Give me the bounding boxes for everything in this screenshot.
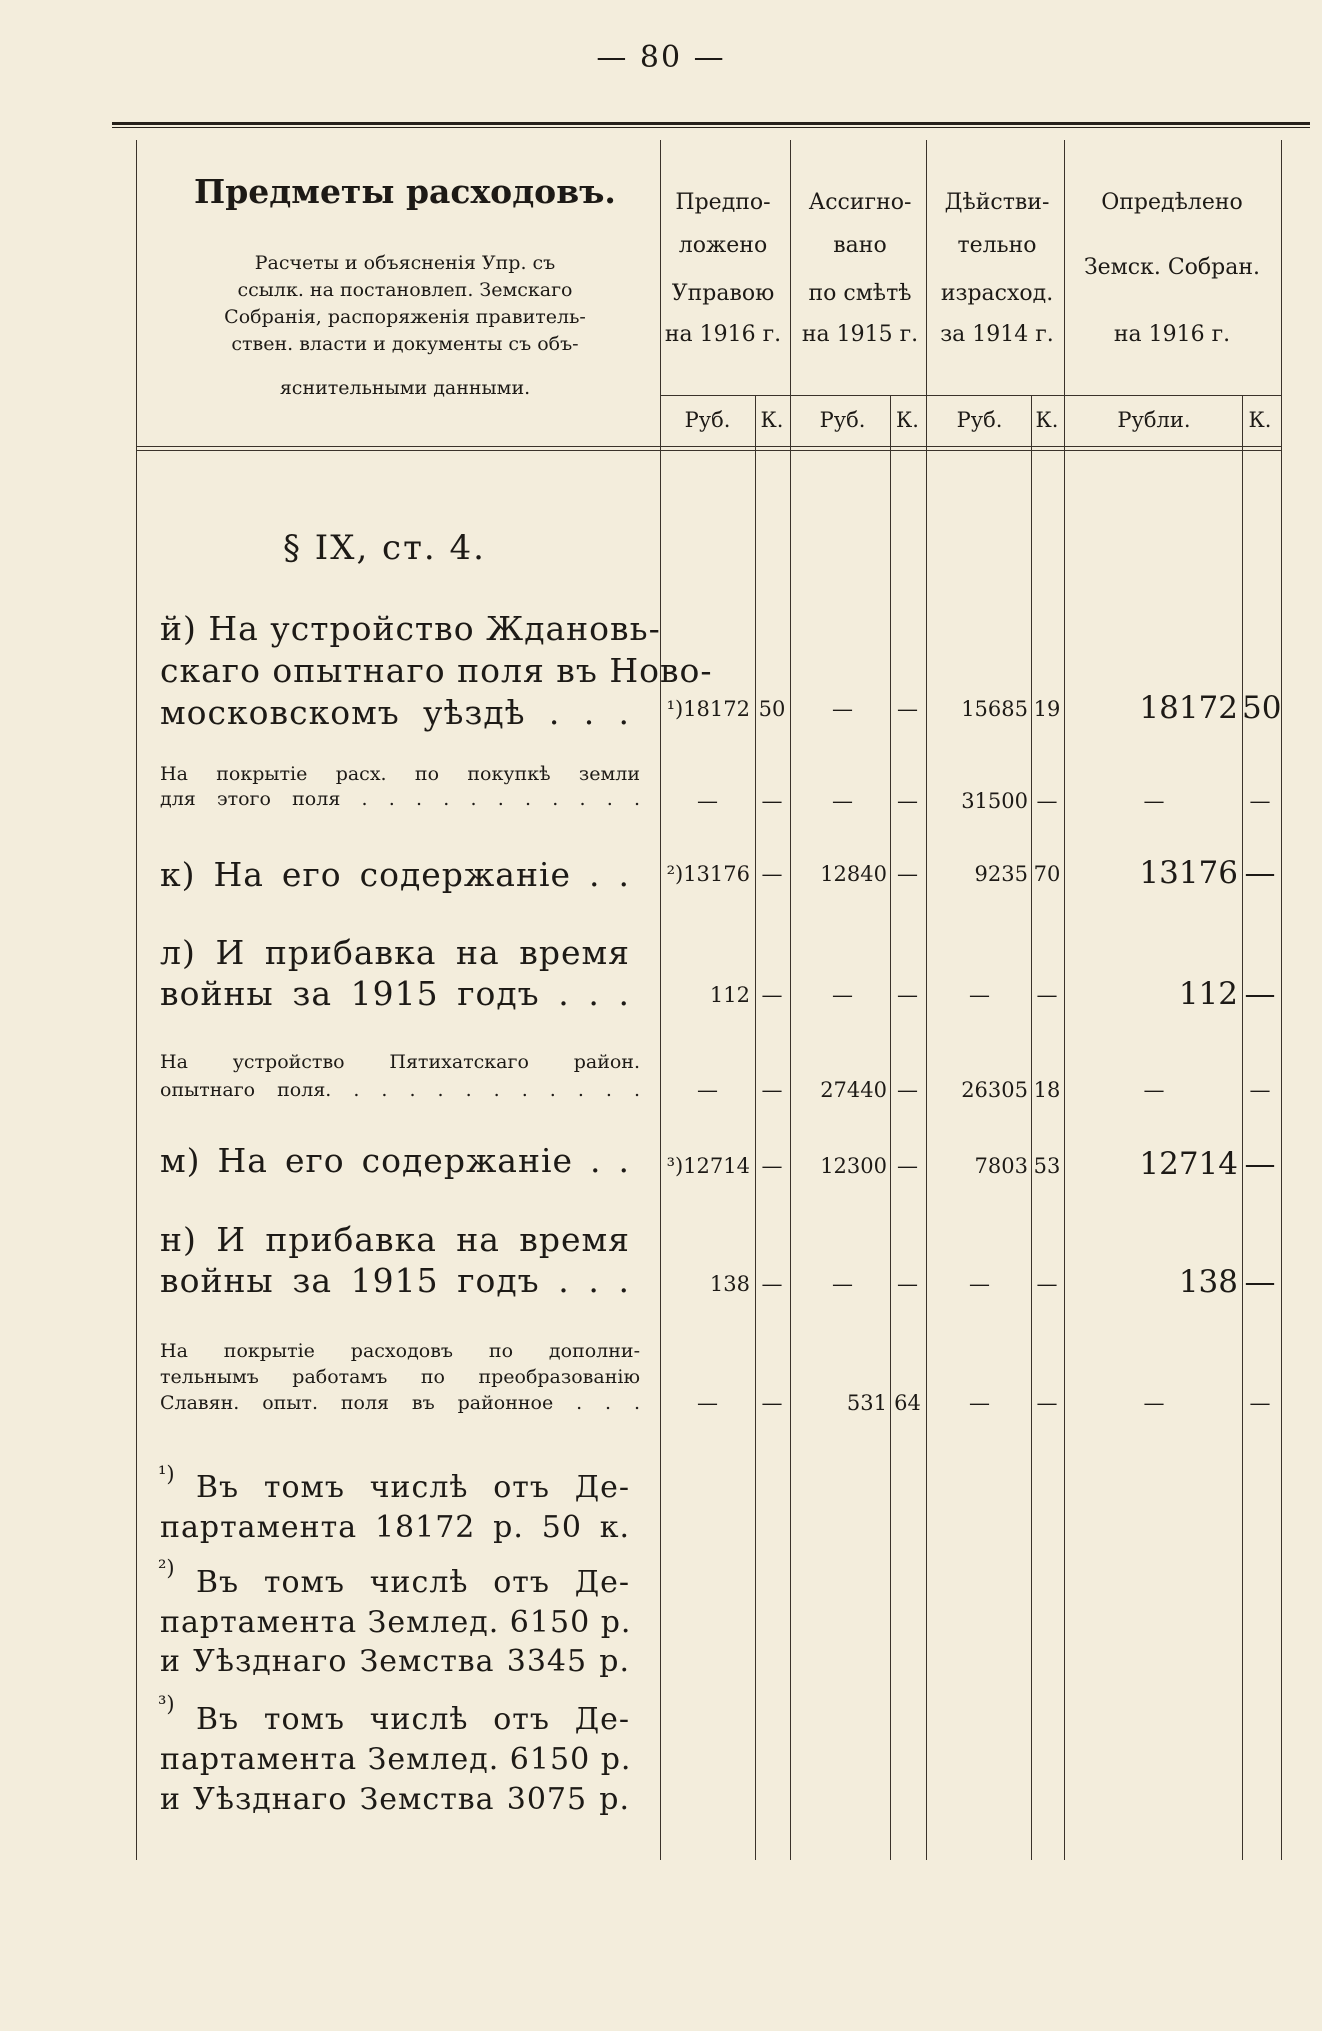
table-vline-6 (926, 140, 927, 1860)
cell-r8-proposed-rub: — (697, 1391, 718, 1415)
row-7-desc-1: н) И прибавка на время (160, 1220, 630, 1259)
row-2-desc-1: На покрытіе расх. по покупкѣ земли (160, 763, 640, 785)
cell-r8-actual-kop: — (1036, 1391, 1058, 1415)
col-determined-h3: на 1916 г. (1113, 322, 1231, 347)
cell-r8-assigned-kop: 64 (894, 1391, 921, 1415)
cell-r7-determined-rub: 138 (1178, 1264, 1238, 1300)
cell-r4-determined-rub: 112 (1178, 976, 1238, 1012)
cell-r1-actual-rub: 15685 (961, 697, 1028, 721)
row-5-desc-2: опытнаго поля. . . . . . . . . . . . (160, 1079, 640, 1101)
cell-r5-actual-rub: 26305 (961, 1078, 1028, 1102)
cell-r4-actual-rub: — (969, 983, 990, 1007)
header-title: Предметы расходовъ. (194, 172, 616, 211)
cell-r1-proposed-rub: ¹)18172 (666, 697, 750, 721)
table-vline-9 (1242, 395, 1243, 1860)
unit-kop-2: К. (896, 408, 919, 432)
footnote-1-line-1: Въ томъ числѣ отъ Де- (196, 1470, 630, 1505)
cell-r7-determined-kop: — (1244, 1264, 1276, 1300)
cell-r1-determined-kop: 50 (1242, 690, 1282, 726)
row-3-desc-1: к) На его содержаніе . . (160, 855, 630, 894)
cell-r8-assigned-rub: 531 (846, 1391, 887, 1415)
cell-r6-actual-rub: 7803 (974, 1154, 1028, 1178)
cell-r8-proposed-kop: — (761, 1391, 783, 1415)
table-hline-2 (136, 446, 1281, 447)
cell-r4-proposed-kop: — (761, 983, 783, 1007)
cell-r1-assigned-kop: — (897, 697, 918, 721)
cell-r4-actual-kop: — (1036, 983, 1058, 1007)
col-proposed-h1: Предпо- (675, 190, 771, 215)
cell-r7-proposed-kop: — (761, 1272, 783, 1296)
header-subtitle-3: Собранія, распоряженія правитель- (224, 306, 586, 328)
footnote-1-line-2: партамента 18172 р. 50 к. (160, 1510, 630, 1545)
cell-r5-determined-kop: — (1249, 1078, 1271, 1102)
footnote-2-line-1: Въ томъ числѣ отъ Де- (196, 1565, 630, 1600)
row-4-desc-2: войны за 1915 годъ . . . (160, 974, 630, 1013)
cell-r5-proposed-rub: — (697, 1078, 718, 1102)
cell-r3-determined-rub: 13176 (1139, 855, 1238, 891)
cell-r6-assigned-kop: — (897, 1154, 918, 1178)
cell-r2-proposed-rub: — (697, 789, 718, 813)
cell-r5-proposed-kop: — (761, 1078, 783, 1102)
cell-r3-determined-kop: — (1244, 855, 1276, 891)
col-actual-h2: тельно (957, 233, 1037, 258)
col-proposed-h3: Управою (671, 281, 775, 306)
footnote-3-line-1: Въ томъ числѣ отъ Де- (196, 1702, 630, 1737)
cell-r3-proposed-rub: ²)13176 (666, 862, 750, 886)
row-1-desc-2: скаго опытнаго поля въ Ново- (160, 651, 713, 690)
cell-r3-assigned-kop: — (897, 862, 918, 886)
unit-kop-1: К. (760, 408, 784, 432)
table-vline-7 (1031, 395, 1032, 1860)
cell-r4-assigned-kop: — (897, 983, 918, 1007)
row-8-desc-2: тельнымъ работамъ по преобразованію (160, 1366, 640, 1388)
col-proposed-h2: ложено (678, 233, 768, 258)
cell-r6-proposed-rub: ³)12714 (666, 1154, 750, 1178)
col-actual-h3: израсход. (940, 281, 1054, 306)
table-vline-4 (790, 140, 791, 1860)
cell-r8-determined-rub: — (1143, 1391, 1165, 1415)
unit-kop-3: К. (1035, 408, 1059, 432)
row-8-desc-1: На покрытіе расходовъ по дополни- (160, 1340, 640, 1362)
page-number: — 80 — (596, 40, 726, 75)
cell-r5-assigned-rub: 27440 (820, 1078, 887, 1102)
cell-r2-assigned-rub: — (832, 789, 853, 813)
col-proposed-h4: на 1916 г. (664, 322, 782, 347)
cell-r1-actual-kop: 19 (1033, 697, 1061, 721)
footnote-1-mark: ¹) (158, 1462, 175, 1486)
cell-r5-determined-rub: — (1143, 1078, 1165, 1102)
cell-r7-assigned-kop: — (897, 1272, 918, 1296)
cell-r6-determined-rub: 12714 (1139, 1146, 1238, 1182)
table-vline-8 (1064, 140, 1065, 1860)
cell-r5-assigned-kop: — (897, 1078, 918, 1102)
footnote-2-line-3: и Уѣзднаго Земства 3345 р. (160, 1644, 630, 1679)
header-subtitle-4: ствен. власти и документы съ объ- (231, 333, 579, 355)
table-vline-10 (1281, 140, 1282, 1860)
col-assigned-h2: вано (833, 233, 887, 258)
cell-r8-actual-rub: — (969, 1391, 990, 1415)
col-actual-h1: Дѣйстви- (944, 190, 1050, 215)
unit-rub-3: Руб. (956, 408, 1003, 432)
unit-rubli: Рубли. (1117, 408, 1191, 432)
table-hline-3 (136, 450, 1281, 451)
unit-kop-4: К. (1248, 408, 1272, 432)
col-assigned-h4: на 1915 г. (801, 322, 919, 347)
cell-r2-determined-kop: — (1249, 789, 1271, 813)
footnote-2-mark: ²) (158, 1556, 175, 1580)
cell-r7-actual-rub: — (969, 1272, 990, 1296)
cell-r4-determined-kop: — (1244, 976, 1276, 1012)
footnote-3-mark: ³) (158, 1692, 175, 1716)
cell-r2-actual-rub: 31500 (961, 789, 1028, 813)
cell-r6-determined-kop: — (1244, 1146, 1276, 1182)
table-hline-1 (660, 395, 1281, 396)
cell-r2-determined-rub: — (1143, 789, 1165, 813)
col-actual-h4: за 1914 г. (940, 322, 1054, 347)
row-8-desc-3: Славян. опыт. поля въ районное . . . (160, 1392, 640, 1414)
row-1-desc-3: московскомъ уѣздѣ . . . (160, 693, 630, 732)
col-assigned-h1: Ассигно- (808, 190, 912, 215)
col-determined-h2: Земск. Собран. (1083, 255, 1261, 280)
cell-r2-assigned-kop: — (897, 789, 918, 813)
cell-r2-proposed-kop: — (761, 789, 783, 813)
table-vline-1 (136, 140, 137, 1860)
footnote-3-line-3: и Уѣзднаго Земства 3075 р. (160, 1782, 630, 1817)
cell-r1-proposed-kop: 50 (758, 697, 786, 721)
cell-r4-assigned-rub: — (832, 983, 853, 1007)
cell-r3-actual-kop: 70 (1033, 862, 1061, 886)
row-7-desc-2: войны за 1915 годъ . . . (160, 1261, 630, 1300)
header-subtitle-2: ссылк. на постановлеп. Земскаго (237, 279, 573, 301)
unit-rub-1: Руб. (684, 408, 731, 432)
cell-r1-determined-rub: 18172 (1139, 690, 1238, 726)
footnote-2-line-2: партамента Землед. 6150 р. (160, 1605, 632, 1640)
col-assigned-h3: по смѣтѣ (808, 281, 912, 306)
cell-r6-proposed-kop: — (761, 1154, 783, 1178)
row-4-desc-1: л) И прибавка на время (160, 933, 630, 972)
cell-r3-assigned-rub: 12840 (820, 862, 887, 886)
row-1-desc-1: й) На устройство Ждановь- (160, 609, 661, 648)
header-subtitle-5: яснительными данными. (279, 377, 531, 399)
row-5-desc-1: На устройство Пятихатскаго район. (160, 1051, 640, 1073)
unit-rub-2: Руб. (819, 408, 866, 432)
cell-r6-assigned-rub: 12300 (820, 1154, 887, 1178)
cell-r1-assigned-rub: — (832, 697, 853, 721)
cell-r4-proposed-rub: 112 (709, 983, 750, 1007)
top-rule-thin (112, 127, 1310, 128)
row-2-desc-2: для этого поля . . . . . . . . . . . (160, 788, 640, 810)
footnote-3-line-2: партамента Землед. 6150 р. (160, 1742, 632, 1777)
cell-r8-determined-kop: — (1249, 1391, 1271, 1415)
cell-r6-actual-kop: 53 (1033, 1154, 1061, 1178)
cell-r5-actual-kop: 18 (1033, 1078, 1061, 1102)
cell-r7-actual-kop: — (1036, 1272, 1058, 1296)
top-rule (112, 122, 1310, 125)
row-6-desc-1: м) На его содержаніе . . (160, 1141, 630, 1180)
cell-r7-proposed-rub: 138 (709, 1272, 750, 1296)
section-heading: § IX, ст. 4. (283, 528, 486, 568)
cell-r3-proposed-kop: — (761, 862, 783, 886)
cell-r3-actual-rub: 9235 (974, 862, 1028, 886)
table-vline-5 (890, 395, 891, 1860)
cell-r2-actual-kop: — (1036, 789, 1058, 813)
table-vline-3 (755, 395, 756, 1860)
col-determined-h1: Опредѣлено (1101, 190, 1243, 215)
header-subtitle-1: Расчеты и объясненія Упр. съ (254, 252, 556, 274)
cell-r7-assigned-rub: — (832, 1272, 853, 1296)
